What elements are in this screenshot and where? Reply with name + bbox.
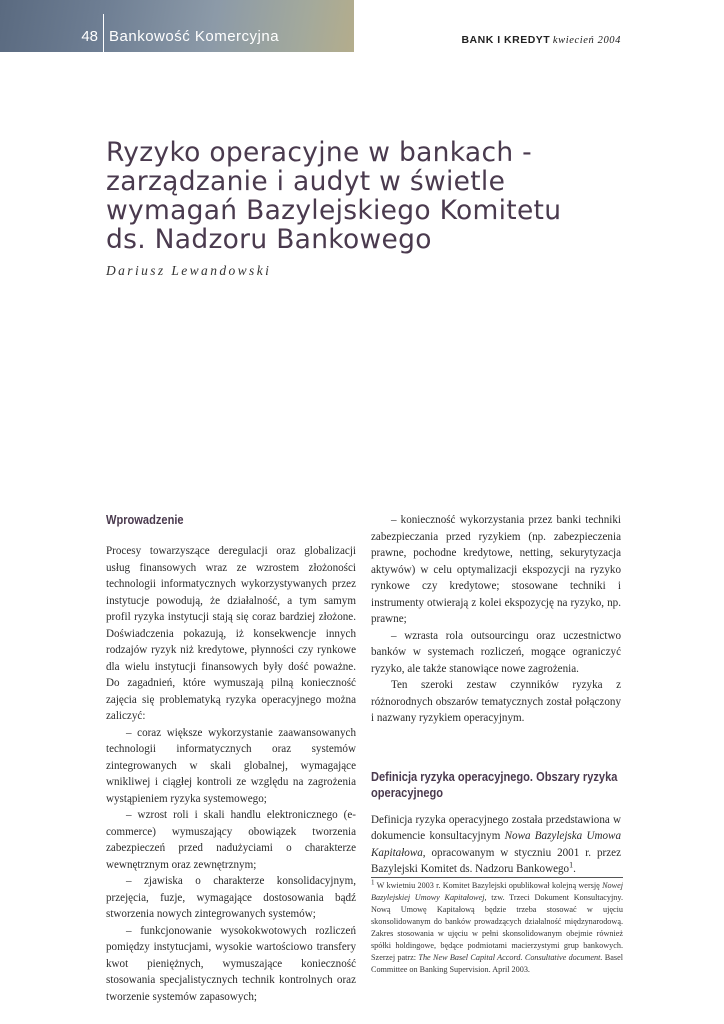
- summary-paragraph: Ten szeroki zestaw czynników ryzyka z różnorodnych obszarów tematycznych został połączony i nazwany ryzykiem operacyjnym.: [371, 679, 621, 724]
- footnote-text: , tzw. Trzeci Dokument Konsultacyjny. Nową Umowę Kapitałową będzie trzeba stosować w ujęciu skonsolidowanym do banków prowadzących działalność międzynarodową. Zakres stosowania w ujęciu w pełni skonsolidowanym obejmie również spółki holdingowe, będące podmiotami macierzystymi grup bankowych. Szerzej patrz:: [371, 893, 624, 962]
- list-item: – konieczność wykorzystania przez banki techniki zabezpieczania przed ryzykiem (np. zabezpieczenia prawne, pochodne kredytowe, netting, sekurytyzacja aktywów) w celu optymalizacji ekspozycji na ryzyko rynkowe czy kredytowe; stosowane techniki i instrumenty otwierają z kolei ekspozycję na ryzyko, np. prawne;: [371, 514, 621, 625]
- section-heading-definition: Definicja ryzyka operacyjnego. Obszary ryzyka operacyjnego: [371, 769, 618, 800]
- footnote: [371, 880, 623, 976]
- definition-text: , opracowanym w styczniu 2001 r. przez Bazylejski Komitet ds. Nadzoru Bankowego: [371, 846, 621, 875]
- journal-name: BANK I KREDYT: [461, 34, 551, 46]
- page-number: 48: [81, 28, 98, 45]
- title-line: zarządzanie i audyt w świetle: [106, 166, 506, 197]
- intro-paragraph: Procesy towarzyszące deregulacji oraz globalizacji usług finansowych wraz ze wzrostem złożoności technologii informatycznych wykorzystywanych przez instytucje powodują, że działalność, a tym samym profil ryzyka instytucji stają się coraz bardziej złożone. Doświadczenia pokazują, iż konsekwencje innych rodzajów ryzyk niż kredytowe, płynności czy rynkowe dla wielu instytucji finansowych były dość poważne. Do zagadnień, które wymuszają pilną konieczność zajęcia się problematyką ryzyka operacyjnego można zaliczyć:: [106, 545, 356, 722]
- document-title: Nowa Bazylejska Umowa Kapitałowa: [371, 830, 621, 859]
- section-name: Bankowość Komercyjna: [109, 28, 280, 45]
- header-bar: [0, 0, 354, 52]
- footnote-reference[interactable]: 1: [569, 860, 574, 870]
- article-title: [106, 138, 626, 254]
- article-author: Dariusz Lewandowski: [106, 263, 272, 278]
- title-line: ds. Nadzoru Bankowego: [106, 224, 432, 255]
- list-item: – wzrost roli i skali handlu elektronicznego (e-commerce) wymuszający obowiązek tworzenia zabezpieczeń przed nadużyciami o charakterze wewnętrznym oraz zewnętrznym;: [106, 809, 356, 871]
- header-divider: [103, 14, 104, 52]
- definition-paragraph: [371, 812, 621, 878]
- list-item: – wzrasta rola outsourcingu oraz uczestnictwo banków w systemach rozliczeń, mogące ograniczyć ryzyko, ale także stanowiące nowe zagrożenia.: [371, 629, 621, 675]
- list-item: – coraz większe wykorzystanie zaawansowanych technologii informatycznych oraz systemów zintegrowanych w skali globalnej, wymagające wnikliwej i ciągłej kontroli ze względu na zagrożenia wystąpieniem ryzyka systemowego;: [106, 726, 356, 805]
- footnote-text: Basel Committee on Banking Supervision. April 2003.: [371, 953, 623, 974]
- definition-text: Definicja ryzyka operacyjnego została przedstawiona w dokumencie konsultacyjnym: [371, 813, 621, 842]
- left-column: [106, 512, 356, 1005]
- definition-end: .: [573, 863, 576, 875]
- footnote-italic: The New Basel Capital Accord. Consultative document.: [418, 953, 603, 962]
- list-item: – funkcjonowanie wysokokwotowych rozliczeń pomiędzy instytucjami, wysokie wartościowo transfery kwot pieniężnych, wymuszające konieczność stosowania specjalistycznych technik kontrolnych oraz tworzenie systemów zapasowych;: [106, 924, 356, 1003]
- title-line: Ryzyko operacyjne w bankach -: [106, 137, 533, 168]
- footnote-italic: Nowej Bazylejskiej Umowy Kapitałowej: [371, 881, 623, 902]
- journal-info: [461, 34, 621, 46]
- right-column: [371, 512, 621, 878]
- footnote-divider: [371, 877, 623, 878]
- footnote-text: W kwietniu 2003 r. Komitet Bazylejski opublikował kolejną wersję: [374, 881, 603, 890]
- list-item: – zjawiska o charakterze konsolidacyjnym, przejęcia, fuzje, wymagające dostosowania bądź stworzenia nowych zintegrowanych systemów;: [106, 875, 356, 920]
- title-line: wymagań Bazylejskiego Komitetu: [106, 195, 562, 226]
- section-heading-intro: Wprowadzenie: [106, 513, 184, 527]
- journal-date: kwiecień 2004: [552, 35, 621, 46]
- footnote-mark: 1: [371, 878, 375, 887]
